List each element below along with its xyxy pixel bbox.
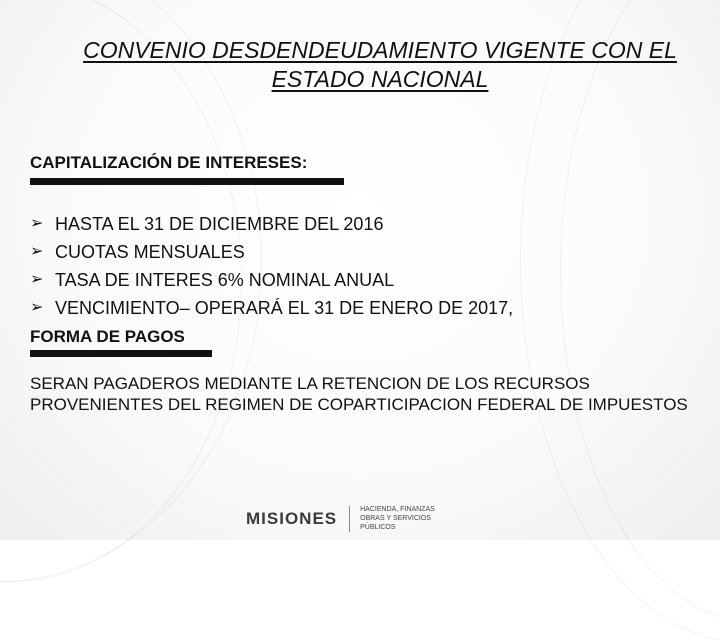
arrow-bullet-icon: ➢ <box>30 299 44 316</box>
forma-de-pagos-heading-underline <box>30 350 212 357</box>
slide-title-line-2: ESTADO NACIONAL <box>271 66 489 92</box>
list-item-text: HASTA EL 31 DE DICIEMBRE DEL 2016 <box>55 214 384 234</box>
list-item <box>30 210 513 238</box>
capitalizacion-list <box>30 210 513 322</box>
list-item-text: VENCIMIENTO– OPERARÁ EL 31 DE ENERO DE 2017, <box>55 298 514 318</box>
list-item-text: TASA DE INTERES 6% NOMINAL ANUAL <box>55 270 395 290</box>
list-item <box>30 266 513 294</box>
logo-subtitle-line-1: HACIENDA, FINANZAS <box>360 506 435 513</box>
slide-title-line-1: CONVENIO DESDENDEUDAMIENTO VIGENTE CON EL <box>83 37 677 63</box>
capitalizacion-heading-underline <box>30 178 344 185</box>
forma-de-pagos-heading: FORMA DE PAGOS <box>30 327 185 346</box>
list-item <box>30 238 513 266</box>
logo-divider <box>349 506 350 532</box>
logo-subtitle <box>360 505 455 532</box>
forma-de-pagos-body: SERAN PAGADEROS MEDIANTE LA RETENCION DE LOS RECURSOS PROVENIENTES DEL REGIMEN DE COPARTICIPACION FEDERAL DE IMPUESTOS <box>30 374 688 414</box>
logo-subtitle-line-2: OBRAS Y SERVICIOS PÚBLICOS <box>360 515 431 531</box>
slide-title <box>40 36 720 94</box>
list-item-text: CUOTAS MENSUALES <box>55 242 245 262</box>
logo-wordmark: MISIONES <box>246 508 338 528</box>
list-item <box>30 294 513 322</box>
arrow-bullet-icon: ➢ <box>30 215 44 232</box>
capitalizacion-heading: CAPITALIZACIÓN DE INTERESES: <box>30 153 308 172</box>
arrow-bullet-icon: ➢ <box>30 243 44 260</box>
arrow-bullet-icon: ➢ <box>30 271 44 288</box>
misiones-logo <box>246 505 455 532</box>
